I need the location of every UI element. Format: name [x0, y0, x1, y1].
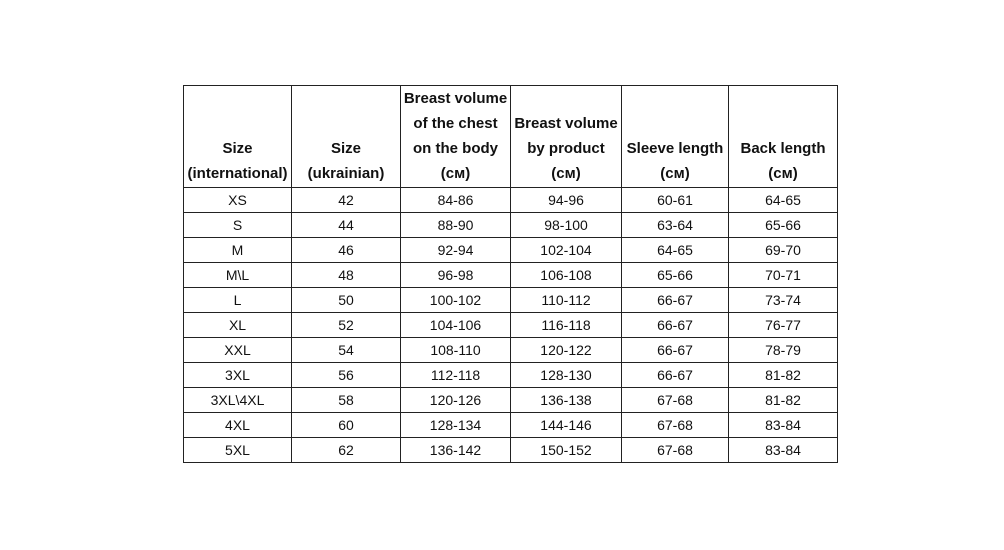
cell-back-length: 64-65: [729, 188, 838, 213]
table-row: [184, 213, 838, 238]
cell-sleeve-length: 67-68: [622, 438, 729, 463]
cell-breast-product: 106-108: [511, 263, 622, 288]
cell-breast-body: 84-86: [401, 188, 511, 213]
header-row: [184, 86, 838, 188]
table-row: [184, 338, 838, 363]
cell-breast-product: 116-118: [511, 313, 622, 338]
cell-size-ukrainian: 60: [292, 413, 401, 438]
cell-size-ukrainian: 52: [292, 313, 401, 338]
cell-back-length: 81-82: [729, 363, 838, 388]
cell-breast-body: 92-94: [401, 238, 511, 263]
cell-breast-body: 120-126: [401, 388, 511, 413]
cell-back-length: 65-66: [729, 213, 838, 238]
cell-size-ukrainian: 58: [292, 388, 401, 413]
cell-breast-body: 96-98: [401, 263, 511, 288]
size-chart-header: [184, 86, 838, 188]
cell-size-ukrainian: 54: [292, 338, 401, 363]
size-chart-table: [183, 85, 838, 463]
cell-size-ukrainian: 48: [292, 263, 401, 288]
cell-size-international: L: [184, 288, 292, 313]
cell-size-international: 3XL\4XL: [184, 388, 292, 413]
cell-breast-product: 144-146: [511, 413, 622, 438]
cell-sleeve-length: 67-68: [622, 388, 729, 413]
cell-back-length: 78-79: [729, 338, 838, 363]
cell-breast-body: 112-118: [401, 363, 511, 388]
cell-size-international: M: [184, 238, 292, 263]
cell-size-ukrainian: 46: [292, 238, 401, 263]
cell-size-international: S: [184, 213, 292, 238]
cell-back-length: 73-74: [729, 288, 838, 313]
cell-size-international: 3XL: [184, 363, 292, 388]
cell-breast-body: 100-102: [401, 288, 511, 313]
header-breast-volume-product: Breast volume by product (см): [511, 86, 622, 188]
cell-back-length: 70-71: [729, 263, 838, 288]
cell-breast-product: 98-100: [511, 213, 622, 238]
cell-size-international: XL: [184, 313, 292, 338]
cell-breast-product: 120-122: [511, 338, 622, 363]
cell-size-international: M\L: [184, 263, 292, 288]
cell-back-length: 76-77: [729, 313, 838, 338]
cell-back-length: 81-82: [729, 388, 838, 413]
cell-breast-body: 108-110: [401, 338, 511, 363]
table-row: [184, 263, 838, 288]
table-row: [184, 238, 838, 263]
cell-sleeve-length: 64-65: [622, 238, 729, 263]
header-back-length: Back length (см): [729, 86, 838, 188]
cell-size-ukrainian: 44: [292, 213, 401, 238]
cell-sleeve-length: 66-67: [622, 313, 729, 338]
cell-sleeve-length: 66-67: [622, 363, 729, 388]
cell-sleeve-length: 65-66: [622, 263, 729, 288]
table-row: [184, 313, 838, 338]
cell-sleeve-length: 63-64: [622, 213, 729, 238]
table-row: [184, 288, 838, 313]
cell-sleeve-length: 66-67: [622, 288, 729, 313]
cell-back-length: 69-70: [729, 238, 838, 263]
cell-back-length: 83-84: [729, 413, 838, 438]
table-row: [184, 438, 838, 463]
cell-size-ukrainian: 50: [292, 288, 401, 313]
cell-breast-product: 150-152: [511, 438, 622, 463]
header-size-international: Size (international): [184, 86, 292, 188]
cell-sleeve-length: 66-67: [622, 338, 729, 363]
header-breast-volume-body: Breast volume of the chest on the body (см): [401, 86, 511, 188]
header-sleeve-length: Sleeve length (см): [622, 86, 729, 188]
header-size-ukrainian: Size (ukrainian): [292, 86, 401, 188]
cell-back-length: 83-84: [729, 438, 838, 463]
cell-size-ukrainian: 56: [292, 363, 401, 388]
cell-size-ukrainian: 42: [292, 188, 401, 213]
table-row: [184, 413, 838, 438]
cell-size-ukrainian: 62: [292, 438, 401, 463]
cell-breast-body: 104-106: [401, 313, 511, 338]
cell-size-international: XXL: [184, 338, 292, 363]
cell-breast-product: 128-130: [511, 363, 622, 388]
cell-breast-product: 102-104: [511, 238, 622, 263]
cell-breast-product: 94-96: [511, 188, 622, 213]
cell-breast-body: 128-134: [401, 413, 511, 438]
cell-breast-body: 88-90: [401, 213, 511, 238]
cell-size-international: 5XL: [184, 438, 292, 463]
cell-sleeve-length: 67-68: [622, 413, 729, 438]
cell-breast-body: 136-142: [401, 438, 511, 463]
table-row: [184, 388, 838, 413]
cell-breast-product: 136-138: [511, 388, 622, 413]
cell-sleeve-length: 60-61: [622, 188, 729, 213]
cell-breast-product: 110-112: [511, 288, 622, 313]
cell-size-international: 4XL: [184, 413, 292, 438]
table-row: [184, 363, 838, 388]
table-row: [184, 188, 838, 213]
cell-size-international: XS: [184, 188, 292, 213]
size-chart-body: [184, 188, 838, 463]
